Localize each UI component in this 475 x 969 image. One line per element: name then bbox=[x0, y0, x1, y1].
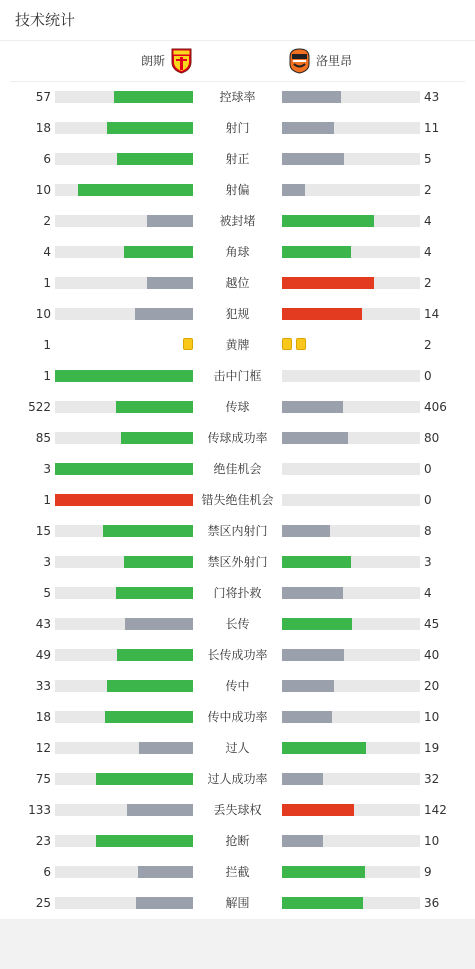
away-stat-value: 9 bbox=[424, 865, 432, 879]
away-stat-bar bbox=[282, 897, 420, 909]
stat-label: 击中门框 bbox=[213, 369, 262, 383]
away-stat-value: 20 bbox=[424, 679, 440, 693]
stat-label: 角球 bbox=[225, 245, 250, 259]
home-stat-bar-fill bbox=[139, 742, 193, 754]
away-stat-bar-fill bbox=[282, 835, 323, 847]
stat-label: 传球 bbox=[225, 400, 250, 414]
stat-label: 传中 bbox=[225, 679, 250, 693]
away-stat-value: 10 bbox=[424, 834, 440, 848]
home-stat-bar bbox=[55, 277, 193, 289]
away-stat-value: 5 bbox=[424, 152, 432, 166]
home-yellow-cards bbox=[183, 338, 193, 352]
away-stat-bar bbox=[282, 277, 420, 289]
stat-row bbox=[0, 299, 475, 330]
home-stat-bar-fill bbox=[107, 122, 193, 134]
away-stat-bar-fill bbox=[282, 711, 332, 723]
away-stat-bar bbox=[282, 184, 420, 196]
away-stat-bar-fill bbox=[282, 91, 341, 103]
home-stat-bar bbox=[55, 742, 193, 754]
home-stat-bar bbox=[55, 153, 193, 165]
home-stat-bar bbox=[55, 804, 193, 816]
stat-row bbox=[0, 888, 475, 919]
away-stat-bar bbox=[282, 556, 420, 568]
away-stat-value: 142 bbox=[424, 803, 447, 817]
stat-row bbox=[0, 547, 475, 578]
away-stat-bar-fill bbox=[282, 804, 354, 816]
home-stat-value: 18 bbox=[35, 121, 51, 135]
home-stat-bar bbox=[55, 432, 193, 444]
stat-label: 禁区内射门 bbox=[207, 524, 268, 538]
home-stat-bar bbox=[55, 215, 193, 227]
away-stat-bar bbox=[282, 401, 420, 413]
stat-label: 错失绝佳机会 bbox=[201, 493, 274, 507]
away-stat-bar bbox=[282, 649, 420, 661]
home-stat-bar bbox=[55, 184, 193, 196]
home-stat-bar-fill bbox=[96, 773, 193, 785]
home-team-name[interactable]: 朗斯 bbox=[140, 54, 165, 68]
away-stat-bar bbox=[282, 525, 420, 537]
home-stat-bar-fill bbox=[105, 711, 193, 723]
home-stat-bar bbox=[55, 866, 193, 878]
home-stat-bar-fill bbox=[135, 308, 193, 320]
home-stat-bar-fill bbox=[117, 153, 193, 165]
away-stat-value: 45 bbox=[424, 617, 440, 631]
home-stat-value: 75 bbox=[35, 772, 51, 786]
home-stat-value: 25 bbox=[35, 896, 51, 910]
stat-label: 抢断 bbox=[225, 834, 250, 848]
home-stat-bar-fill bbox=[55, 494, 193, 506]
stat-row bbox=[0, 144, 475, 175]
away-stat-value: 4 bbox=[424, 245, 432, 259]
away-stat-bar bbox=[282, 866, 420, 878]
home-stat-value: 5 bbox=[43, 586, 51, 600]
stat-row bbox=[0, 206, 475, 237]
yellow-card-icon bbox=[183, 338, 193, 350]
stat-label: 越位 bbox=[225, 276, 250, 290]
home-stat-bar bbox=[55, 494, 193, 506]
home-stat-value: 33 bbox=[35, 679, 51, 693]
stats-list bbox=[0, 82, 475, 919]
away-stat-value: 32 bbox=[424, 772, 440, 786]
stat-label: 过人 bbox=[225, 741, 250, 755]
stat-label: 犯规 bbox=[225, 307, 250, 321]
away-stat-bar-fill bbox=[282, 618, 352, 630]
stat-label: 门将扑救 bbox=[213, 586, 262, 600]
away-stat-value: 0 bbox=[424, 369, 432, 383]
stat-row bbox=[0, 857, 475, 888]
home-stat-value: 43 bbox=[35, 617, 51, 631]
away-stat-bar bbox=[282, 246, 420, 258]
away-stat-bar bbox=[282, 308, 420, 320]
away-stat-bar-fill bbox=[282, 153, 344, 165]
away-stat-bar-fill bbox=[282, 215, 374, 227]
stat-label: 射偏 bbox=[225, 183, 250, 197]
stat-label: 射门 bbox=[225, 121, 250, 135]
away-stat-value: 406 bbox=[424, 400, 447, 414]
teams-header bbox=[0, 41, 475, 81]
away-stat-bar-fill bbox=[282, 649, 344, 661]
stat-label: 绝佳机会 bbox=[213, 462, 262, 476]
home-stat-value: 15 bbox=[35, 524, 51, 538]
home-stat-value: 1 bbox=[43, 276, 51, 290]
home-stat-bar-fill bbox=[125, 618, 193, 630]
home-stat-bar-fill bbox=[107, 680, 193, 692]
away-stat-bar bbox=[282, 370, 420, 382]
home-stat-bar bbox=[55, 897, 193, 909]
away-stat-bar-fill bbox=[282, 742, 366, 754]
away-stat-bar-fill bbox=[282, 432, 348, 444]
home-stat-value: 85 bbox=[35, 431, 51, 445]
home-stat-bar-fill bbox=[127, 804, 193, 816]
home-stat-bar-fill bbox=[116, 587, 193, 599]
away-stat-value: 4 bbox=[424, 586, 432, 600]
home-stat-value: 57 bbox=[35, 90, 51, 104]
away-stat-bar bbox=[282, 432, 420, 444]
away-stat-bar bbox=[282, 835, 420, 847]
home-stat-bar-fill bbox=[136, 897, 193, 909]
home-stat-bar bbox=[55, 587, 193, 599]
home-stat-bar bbox=[55, 773, 193, 785]
home-stat-bar-fill bbox=[124, 556, 193, 568]
stat-label: 黄牌 bbox=[225, 338, 250, 352]
stat-label: 禁区外射门 bbox=[207, 555, 268, 569]
stat-label: 被封堵 bbox=[219, 214, 256, 228]
stat-label: 传中成功率 bbox=[207, 710, 268, 724]
stat-row bbox=[0, 113, 475, 144]
away-yellow-cards bbox=[282, 338, 306, 352]
home-stat-bar-fill bbox=[117, 649, 193, 661]
home-stat-bar bbox=[55, 401, 193, 413]
home-stat-bar bbox=[55, 835, 193, 847]
home-stat-bar bbox=[55, 649, 193, 661]
away-stat-bar-fill bbox=[282, 587, 343, 599]
stat-label: 拦截 bbox=[225, 865, 250, 879]
away-stat-value: 3 bbox=[424, 555, 432, 569]
home-stat-bar bbox=[55, 463, 193, 475]
away-stat-value: 0 bbox=[424, 462, 432, 476]
away-stat-value: 10 bbox=[424, 710, 440, 724]
home-stat-value: 10 bbox=[35, 183, 51, 197]
stat-row bbox=[0, 826, 475, 857]
section-title: 技术统计 bbox=[15, 11, 76, 29]
home-stat-bar-fill bbox=[116, 401, 193, 413]
stat-row bbox=[0, 764, 475, 795]
stat-label: 解围 bbox=[225, 896, 250, 910]
home-stat-bar-fill bbox=[55, 463, 193, 475]
home-stat-value: 1 bbox=[43, 369, 51, 383]
home-stat-value: 49 bbox=[35, 648, 51, 662]
home-stat-value: 23 bbox=[35, 834, 51, 848]
away-stat-bar bbox=[282, 215, 420, 227]
away-stat-bar bbox=[282, 711, 420, 723]
stat-row bbox=[0, 392, 475, 423]
away-stat-bar-fill bbox=[282, 773, 323, 785]
away-stat-bar-fill bbox=[282, 680, 334, 692]
stat-label: 过人成功率 bbox=[207, 772, 268, 786]
home-stat-value: 2 bbox=[43, 214, 51, 228]
home-stat-value: 12 bbox=[35, 741, 51, 755]
home-stat-bar-fill bbox=[121, 432, 193, 444]
away-stat-bar-fill bbox=[282, 246, 351, 258]
stat-row bbox=[0, 485, 475, 516]
stat-row bbox=[0, 423, 475, 454]
home-stat-bar bbox=[55, 122, 193, 134]
stat-row bbox=[0, 733, 475, 764]
away-stat-bar-fill bbox=[282, 897, 363, 909]
home-stat-value: 133 bbox=[28, 803, 51, 817]
away-stat-bar bbox=[282, 587, 420, 599]
home-stat-bar-fill bbox=[147, 215, 193, 227]
away-stat-bar-fill bbox=[282, 308, 362, 320]
away-stat-value: 40 bbox=[424, 648, 440, 662]
yellow-card-icon bbox=[282, 338, 292, 350]
away-stat-bar-fill bbox=[282, 866, 365, 878]
away-stat-value: 11 bbox=[424, 121, 440, 135]
home-stat-value: 6 bbox=[43, 152, 51, 166]
stat-row bbox=[0, 361, 475, 392]
away-stat-value: 2 bbox=[424, 338, 432, 352]
yellow-card-icon bbox=[296, 338, 306, 350]
stat-row bbox=[0, 702, 475, 733]
stat-row bbox=[0, 671, 475, 702]
home-stat-bar-fill bbox=[147, 277, 193, 289]
stat-row bbox=[0, 175, 475, 206]
away-stat-value: 19 bbox=[424, 741, 440, 755]
stat-row bbox=[0, 454, 475, 485]
home-stat-bar-fill bbox=[124, 246, 193, 258]
stat-row bbox=[0, 640, 475, 671]
home-stat-bar-fill bbox=[78, 184, 193, 196]
stat-row bbox=[0, 330, 475, 361]
home-stat-bar bbox=[55, 525, 193, 537]
stat-row bbox=[0, 237, 475, 268]
away-stat-value: 8 bbox=[424, 524, 432, 538]
home-stat-value: 1 bbox=[43, 338, 51, 352]
away-stat-bar bbox=[282, 773, 420, 785]
away-stat-bar-fill bbox=[282, 277, 374, 289]
away-stat-bar bbox=[282, 153, 420, 165]
away-stat-bar-fill bbox=[282, 184, 305, 196]
stat-label: 传球成功率 bbox=[207, 431, 268, 445]
home-stat-bar bbox=[55, 680, 193, 692]
away-stat-bar-fill bbox=[282, 401, 343, 413]
stat-row bbox=[0, 516, 475, 547]
away-stat-bar-fill bbox=[282, 556, 351, 568]
home-stat-bar bbox=[55, 91, 193, 103]
stat-row bbox=[0, 795, 475, 826]
stat-label: 长传成功率 bbox=[207, 648, 268, 662]
away-stat-bar bbox=[282, 680, 420, 692]
home-stat-bar-fill bbox=[103, 525, 193, 537]
home-stat-value: 522 bbox=[28, 400, 51, 414]
stat-row bbox=[0, 578, 475, 609]
home-stat-value: 6 bbox=[43, 865, 51, 879]
away-stat-value: 14 bbox=[424, 307, 440, 321]
home-stat-bar bbox=[55, 246, 193, 258]
home-stat-bar-fill bbox=[55, 370, 193, 382]
away-stat-value: 80 bbox=[424, 431, 440, 445]
home-stat-bar bbox=[55, 556, 193, 568]
away-team-name[interactable]: 洛里昂 bbox=[316, 54, 353, 68]
stat-row bbox=[0, 268, 475, 299]
home-stat-value: 18 bbox=[35, 710, 51, 724]
away-stat-bar bbox=[282, 91, 420, 103]
away-stat-value: 4 bbox=[424, 214, 432, 228]
away-stat-value: 0 bbox=[424, 493, 432, 507]
away-stat-bar bbox=[282, 742, 420, 754]
stat-row bbox=[0, 82, 475, 113]
home-stat-value: 10 bbox=[35, 307, 51, 321]
home-stat-bar bbox=[55, 711, 193, 723]
home-team-crest-icon[interactable] bbox=[171, 48, 192, 74]
home-stat-bar-fill bbox=[114, 91, 193, 103]
stat-row bbox=[0, 609, 475, 640]
home-stat-value: 3 bbox=[43, 555, 51, 569]
home-stat-value: 4 bbox=[43, 245, 51, 259]
stat-label: 控球率 bbox=[219, 90, 256, 104]
home-stat-value: 3 bbox=[43, 462, 51, 476]
away-stat-bar-fill bbox=[282, 525, 330, 537]
away-stat-bar bbox=[282, 804, 420, 816]
home-stat-bar bbox=[55, 370, 193, 382]
away-stat-bar bbox=[282, 494, 420, 506]
away-stat-bar bbox=[282, 122, 420, 134]
away-stat-value: 36 bbox=[424, 896, 440, 910]
stat-label: 丢失球权 bbox=[213, 803, 262, 817]
away-stat-bar bbox=[282, 463, 420, 475]
home-stat-bar-fill bbox=[96, 835, 193, 847]
away-team-crest-icon[interactable] bbox=[289, 48, 310, 74]
stat-label: 长传 bbox=[225, 617, 250, 631]
away-stat-value: 2 bbox=[424, 183, 432, 197]
away-stat-value: 43 bbox=[424, 90, 440, 104]
home-stat-value: 1 bbox=[43, 493, 51, 507]
home-stat-bar-fill bbox=[138, 866, 193, 878]
home-stat-bar bbox=[55, 618, 193, 630]
away-stat-bar-fill bbox=[282, 122, 334, 134]
away-stat-value: 2 bbox=[424, 276, 432, 290]
away-stat-bar bbox=[282, 618, 420, 630]
home-stat-bar bbox=[55, 308, 193, 320]
stat-label: 射正 bbox=[225, 152, 250, 166]
